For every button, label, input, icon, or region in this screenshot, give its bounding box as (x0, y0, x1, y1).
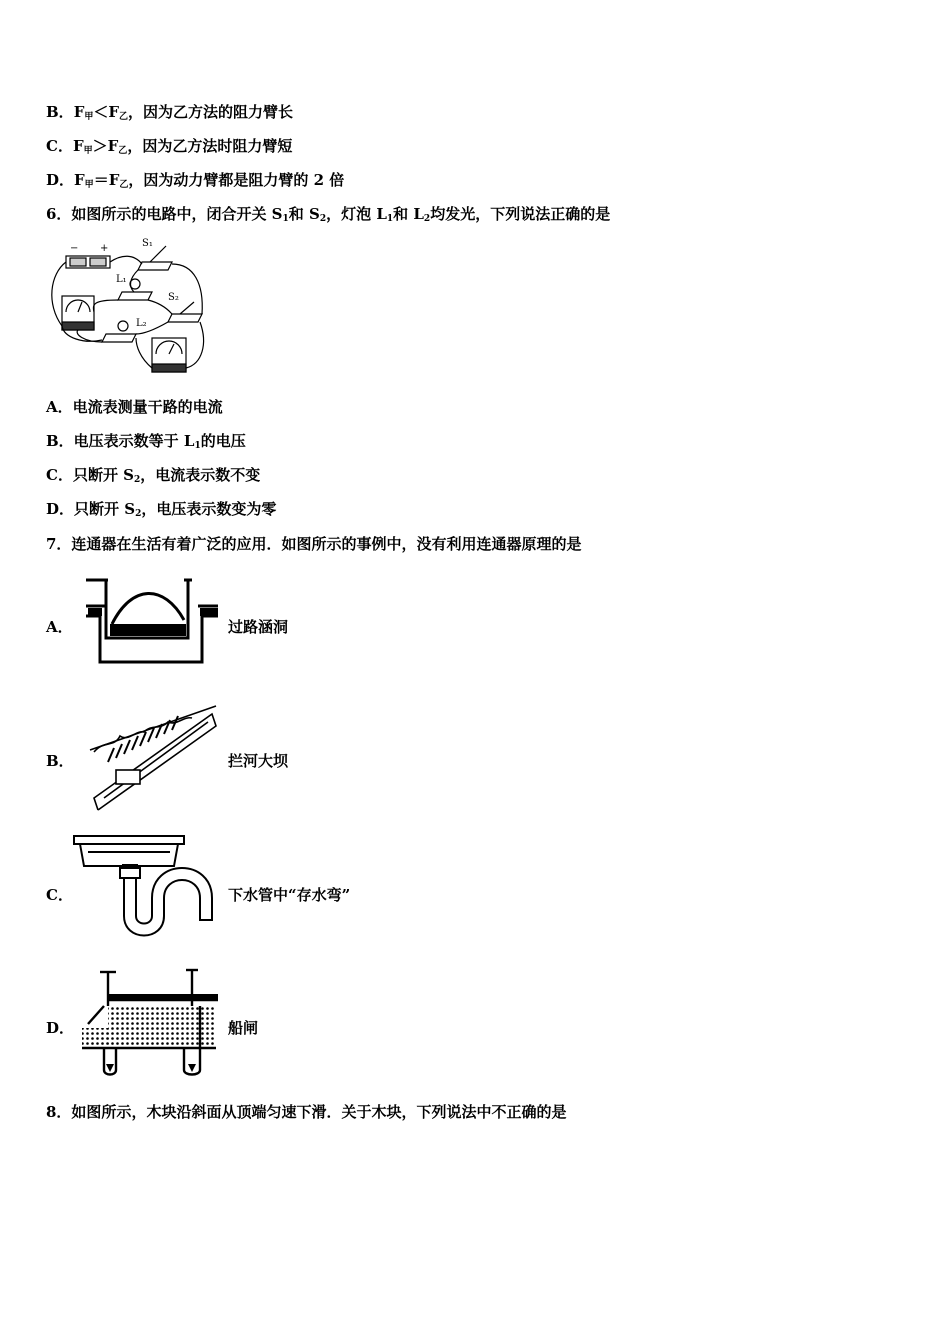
q7-option-d-letter: D． (46, 1019, 75, 1037)
sink-trap-figure (72, 834, 222, 946)
svg-text:L₁: L₁ (116, 274, 127, 285)
svg-text:−: − (70, 243, 79, 254)
q7-option-d-caption: 船闸 (228, 1019, 259, 1037)
ship-lock-figure (80, 966, 222, 1078)
circuit-diagram (44, 234, 214, 380)
q6-option-b: B．电压表示数等于 $L_1$的电压 (46, 432, 246, 451)
q7-option-b-letter: B． (46, 752, 74, 770)
svg-text:L₂: L₂ (136, 318, 147, 329)
q7-option-a-caption: 过路涵洞 (228, 618, 289, 636)
q6-option-d: D．只断开 $S_2$，电压表示数变为零 (46, 500, 277, 519)
q5-option-b: B．$F_甲<F_乙$，因为乙方法的阻力臂长 (46, 103, 294, 122)
q7-option-c-caption: 下水管中“存水弯” (228, 886, 351, 904)
q7-option-c-letter: C． (46, 886, 73, 904)
q8-stem: 8．如图所示，木块沿斜面从顶端匀速下滑．关于木块，下列说法中不正确的是 (46, 1103, 567, 1121)
q7-option-a-letter: A． (46, 618, 73, 636)
q6-option-a: A．电流表测量干路的电流 (46, 398, 223, 416)
q7-stem: 7．连通器在生活有着广泛的应用．如图所示的事例中，没有利用连通器原理的是 (46, 535, 582, 553)
q6-stem: 6．如图所示的电路中，闭合开关 $S_1$和 $S_2$，灯泡 $L_1$和 $L_2$均发光，下列说法正确的是 (46, 205, 611, 224)
culvert-figure (84, 574, 224, 666)
svg-text:S₂: S₂ (168, 292, 179, 303)
q7-option-b-caption: 拦河大坝 (228, 752, 289, 770)
q5-option-c: C．$F_甲>F_乙$，因为乙方法时阻力臂短 (46, 137, 293, 156)
q5-option-d: D．$F_甲=F_乙$，因为动力臂都是阻力臂的 2 倍 (46, 171, 345, 190)
svg-text:+: + (100, 243, 109, 254)
q6-option-c: C．只断开 $S_2$，电流表示数不变 (46, 466, 261, 485)
dam-figure (84, 700, 224, 814)
svg-text:S₁: S₁ (142, 238, 153, 249)
